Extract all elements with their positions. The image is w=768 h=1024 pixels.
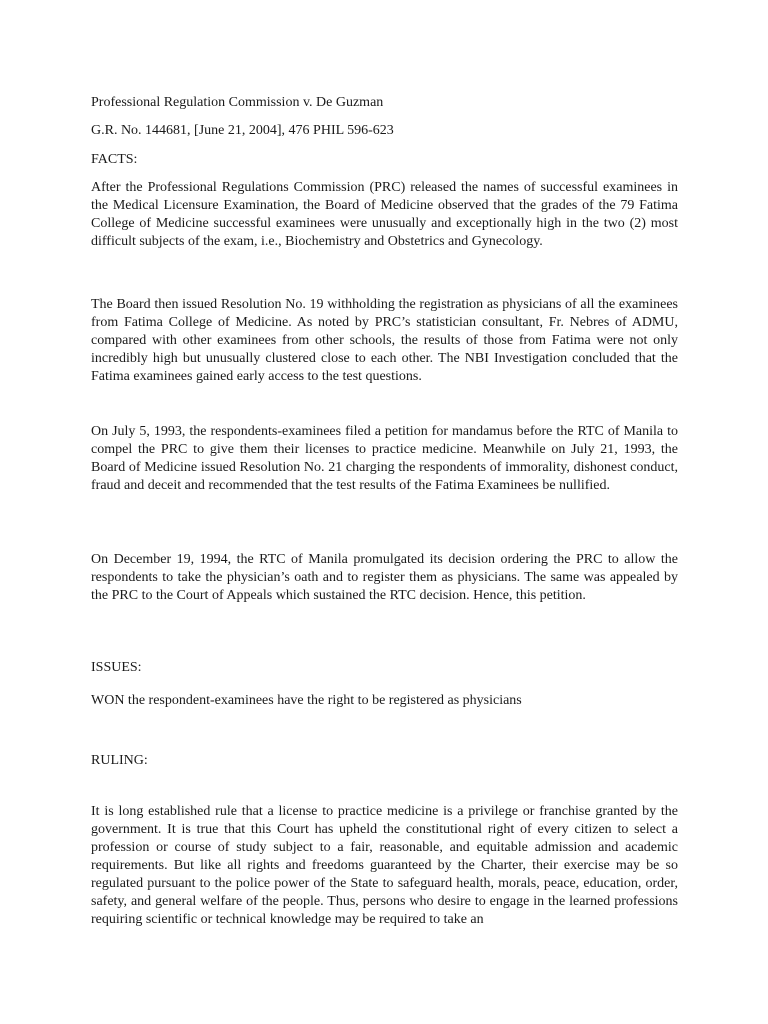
ruling-heading: RULING:: [91, 753, 148, 768]
case-citation: G.R. No. 144681, [June 21, 2004], 476 PHIL 596-623: [91, 123, 394, 138]
facts-heading: FACTS:: [91, 152, 138, 167]
facts-paragraph-2: The Board then issued Resolution No. 19 withholding the registration as physicians of all the examinees from Fatima College of Medicine. As noted by PRC’s statistician consultant, Fr. Nebres of ADMU, compared with other examinees from other schools, the results of those from Fatima were not only incredibly high but unusually clustered close to each other. The NBI Investigation concluded that the Fatima examinees gained early access to the test questions.: [91, 297, 678, 384]
ruling-paragraph: It is long established rule that a license to practice medicine is a privilege or franchise granted by the government. It is true that this Court has upheld the constitutional right of every citizen to select a profession or course of study subject to a fair, reasonable, and equitable admission and academic requirements. But like all rights and freedoms guaranteed by the Charter, their exercise may be so regulated pursuant to the police power of the State to safeguard health, morals, peace, education, order, safety, and general welfare of the people. Thus, persons who desire to engage in the learned professions requiring scientific or technical knowledge may be required to take an: [91, 804, 678, 927]
issue-statement: WON the respondent-examinees have the right to be registered as physicians: [91, 693, 522, 708]
issues-heading: ISSUES:: [91, 660, 142, 675]
facts-paragraph-3: On July 5, 1993, the respondents-examinees filed a petition for mandamus before the RTC of Manila to compel the PRC to give them their licenses to practice medicine. Meanwhile on July 21, 1993, the Board of Medicine issued Resolution No. 21 charging the respondents of immorality, dishonest conduct, fraud and deceit and recommended that the test results of the Fatima Examinees be nullified.: [91, 424, 678, 493]
facts-paragraph-4: On December 19, 1994, the RTC of Manila promulgated its decision ordering the PRC to allow the respondents to take the physician’s oath and to register them as physicians. The same was appealed by the PRC to the Court of Appeals which sustained the RTC decision. Hence, this petition.: [91, 552, 678, 603]
facts-paragraph-1: After the Professional Regulations Commission (PRC) released the names of successful examinees in the Medical Licensure Examination, the Board of Medicine observed that the grades of the 79 Fatima College of Medicine successful examinees were unusually and exceptionally high in the two (2) most difficult subjects of the exam, i.e., Biochemistry and Obstetrics and Gynecology.: [91, 180, 678, 249]
case-title: Professional Regulation Commission v. De Guzman: [91, 95, 384, 110]
